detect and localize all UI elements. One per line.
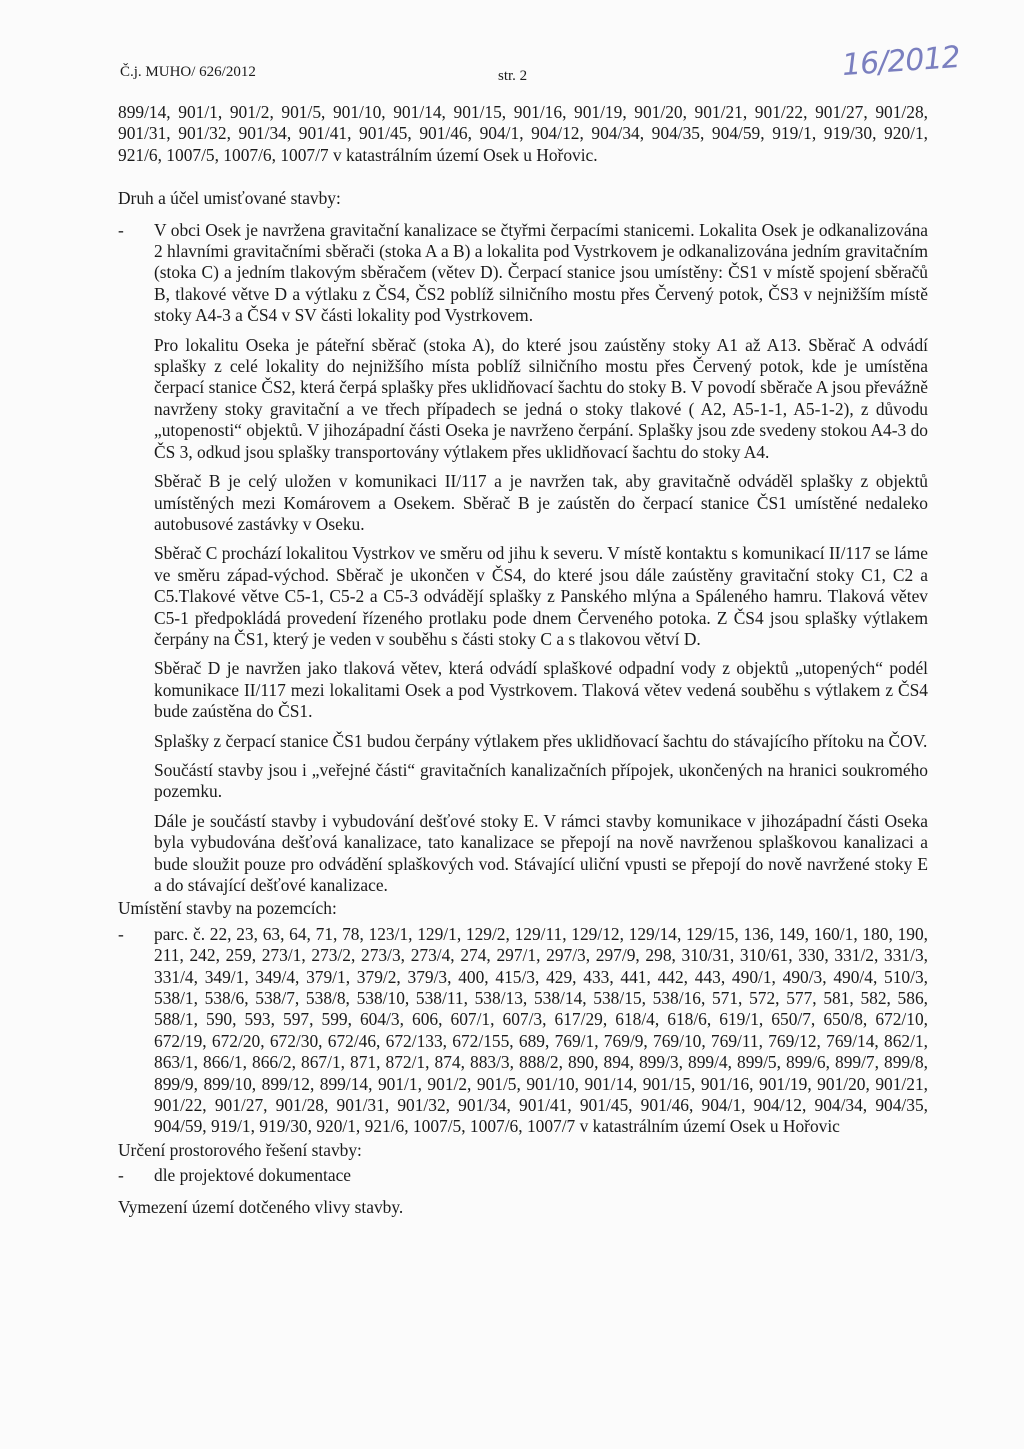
handwritten-note: 16/2012 [841, 39, 962, 84]
paragraph-8: Dále je součástí stavby i vybudování dešťové stoky E. V rámci stavby komunikace v jihozápadní části Oseka byla vybudována dešťová kanalizace, tato kanalizace se přepojí na nově navrženou splaškovou kanalizaci a bude sloužit pouze pro odvádění splaškových vod. Stávající uliční vpusti se přepojí do nově navržené stoky E a do stávající dešťové kanalizace. [154, 810, 928, 895]
paragraph-7: Součástí stavby jsou i „veřejné části“ gravitačních kanalizačních přípojek, ukončených na hranici soukromého pozemku. [154, 759, 928, 802]
urceni-item: dle projektové dokumentace [154, 1165, 352, 1186]
bullet-dash: - [118, 219, 124, 240]
bullet-item-parcels [118, 924, 928, 1138]
intro-parcels-paragraph: 899/14, 901/1, 901/2, 901/5, 901/10, 901/14, 901/15, 901/16, 901/19, 901/20, 901/21, 901/22, 901/27, 901/28, 901/31, 901/32, 901/34, 901/41, 901/45, 901/46, 904/1, 904/12, 904/34, 904/35, 904/59, 919/1, 919/30, 920/1, 921/6, 1007/5, 1007/6, 1007/7 v katastrálním území Osek u Hořovic. [118, 102, 928, 165]
page-number: str. 2 [498, 68, 528, 84]
section-heading-druh: Druh a účel umisťované stavby: [118, 188, 341, 209]
reference-number: Č.j. MUHO/ 626/2012 [120, 64, 256, 80]
page-header [120, 39, 1000, 98]
bullet-item-druh [118, 220, 928, 327]
paragraph-1: V obci Osek je navržena gravitační kanalizace se čtyřmi čerpacími stanicemi. Lokalita Osek je odkanalizována 2 hlavními gravitačními sběrači (stoka A a B) a lokalita pod Vystrkovem je odkanalizována jedním gravitačním (stoka C) a jedním tlakovým sběračem (větev D). Čerpací stanice jsou umístěny: ČS1 v místě spojení sběračů B, tlakové větve D a výtlaku z ČS4, ČS2 poblíž silničního mostu přes Červený potok, ČS3 v nejnižším místě stoky A4-3 a ČS4 v SV části lokality pod Vystrkovem. [154, 219, 928, 326]
parcels-list: parc. č. 22, 23, 63, 64, 71, 78, 123/1, 129/1, 129/2, 129/11, 129/12, 129/14, 129/15, 136, 149, 160/1, 180, 190, 211, 242, 259, 273/1, 273/2, 273/3, 273/4, 274, 297/1, 297/3, 297/9, 298, 310/31, 310/61, 330, 331/2, 331/3, 331/4, 349/1, 349/4, 379/1, 379/2, 379/3, 400, 415/3, 429, 433, 441, 442, 443, 490/1, 490/3, 490/4, 510/3, 538/1, 538/6, 538/7, 538/8, 538/10, 538/11, 538/13, 538/14, 538/15, 538/16, 571, 572, 577, 581, 582, 586, 588/1, 590, 593, 597, 599, 604/3, 606, 607/1, 607/3, 617/29, 618/4, 618/6, 619/1, 650/7, 650/8, 672/10, 672/19, 672/20, 672/30, 672/46, 672/133, 672/155, 689, 769/1, 769/9, 769/10, 769/11, 769/12, 769/14, 862/1, 863/1, 866/1, 866/2, 867/1, 871, 872/1, 874, 883/3, 888/2, 890, 894, 899/3, 899/4, 899/5, 899/6, 899/7, 899/8, 899/9, 899/10, 899/12, 899/14, 901/1, 901/2, 901/5, 901/10, 901/14, 901/15, 901/16, 901/19, 901/20, 901/21, 901/22, 901/27, 901/28, 901/31, 901/32, 901/34, 901/41, 901/45, 901/46, 904/1, 904/12, 904/34, 904/35, 904/59, 919/1, 919/30, 920/1, 921/6, 1007/5, 1007/6, 1007/7 v katastrálním území Osek u Hořovic [154, 923, 928, 1137]
paragraph-5: Sběrač D je navržen jako tlaková větev, která odvádí splaškové odpadní vody z objektů „utopených“ podél komunikace II/117 mezi lokalitami Osek a pod Vystrkovem. Tlaková větev vedená souběhu s výtlakem z ČS4 bude zaústěna do ČS1. [154, 658, 928, 722]
paragraph-3: Sběrač B je celý uložen v komunikaci II/117 a je navržen tak, aby gravitačně odváděl splašky z objektů umístěných mezi Komárovem a Osekem. Sběrač B je zaústěn do čerpací stanice ČS1 umístěné nedaleko autobusové zastávky v Oseku. [154, 471, 928, 534]
paragraph-4: Sběrač C prochází lokalitou Vystrkov ve směru od jihu k severu. V místě kontaktu s komunikací II/117 se láme ve směru západ-východ. Sběrač je ukončen v ČS4, do které jsou dále zaústěny gravitační stoky C1, C2 a C5.Tlakové větve C5-1, C5-2 a C5-3 odvádějí splašky z Panského mlýna a Spáleného hamru. Tlaková větev C5-1 předpokládá provedení řízeného protlaku pode dnem Červeného potoka. Z ČS4 jsou splašky výtlakem čerpány na ČS1, který je veden v souběhu s části stoky C a s tlakovou větví D. [154, 543, 928, 649]
section-heading-vymezeni: Vymezení území dotčeného vlivy stavby. [118, 1196, 404, 1217]
bullet-item-urceni [118, 1165, 928, 1186]
paragraph-6: Splašky z čerpací stanice ČS1 budou čerpány výtlakem přes uklidňovací šachtu do stávajícího přítoku na ČOV. [154, 730, 928, 751]
section-heading-urceni: Určení prostorového řešení stavby: [118, 1139, 362, 1160]
bullet-dash: - [118, 1165, 124, 1186]
document-body [118, 102, 928, 1222]
paragraph-2: Pro lokalitu Oseka je páteřní sběrač (stoka A), do které jsou zaústěny stoky A1 až A13. Sběrač A odvádí splašky z celé lokality do nejnižšího místa poblíž silničního mostu přes Červený potok, kde je umístěna čerpací stanice ČS2, která čerpá splašky přes uklidňovací šachtu do stoky B. V povodí sběrače A jsou převážně navrženy stoky gravitační a ve třech případech se jedná o stoky tlakové ( A2, A5-1-1, A5-1-2), z důvodu „utopenosti“ objektů. V jihozápadní části Oseka je navrženo čerpání. Splašky jsou zde svedeny stokou A4-3 do ČS 3, odkud jsou splašky transportovány výtlakem přes uklidňovací šachtu do stoky A4. [154, 334, 928, 462]
section-heading-umisteni: Umístění stavby na pozemcích: [118, 898, 337, 919]
bullet-dash: - [118, 923, 124, 944]
